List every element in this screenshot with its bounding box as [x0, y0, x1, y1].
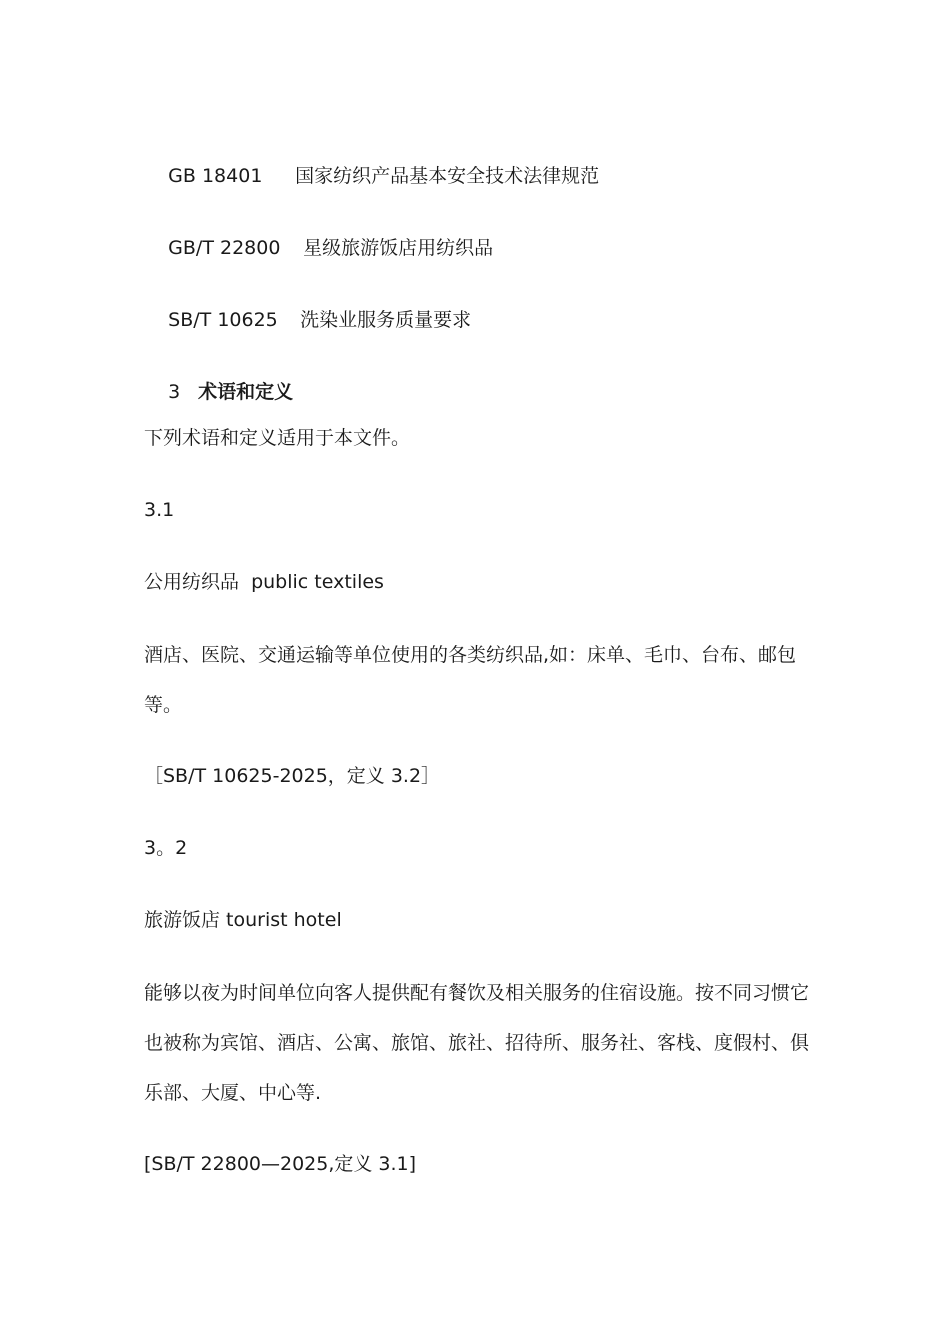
section-intro: 下列术语和定义适用于本文件。 [144, 427, 411, 449]
reference-code: GB 18401 [168, 165, 263, 187]
reference-row [144, 137, 599, 215]
reference-row [144, 281, 471, 359]
reference-code: SB/T 10625 [168, 309, 278, 331]
reference-title: 星级旅游饭店用纺织品 [303, 237, 494, 259]
term-source: ［SB/T 10625-2025，定义 3.2］ [144, 765, 441, 787]
reference-title: 洗染业服务质量要求 [300, 309, 472, 331]
section-number: 3 [168, 381, 181, 403]
section-title: 术语和定义 [198, 381, 294, 403]
reference-row [144, 209, 493, 287]
term-name: 旅游饭店 tourist hotel [144, 909, 342, 931]
reference-code: GB/T 22800 [168, 237, 281, 259]
reference-title: 国家纺织产品基本安全技术法律规范 [295, 165, 600, 187]
section-heading [144, 353, 293, 431]
term-number: 3.1 [144, 499, 175, 521]
term-definition: 酒店、医院、交通运输等单位使用的各类纺织品,如：床单、毛巾、台布、邮包等。 [144, 644, 797, 716]
term-source: [SB/T 22800—2025,定义 3.1] [144, 1153, 417, 1175]
term-number: 3。2 [144, 837, 188, 859]
term-name: 公用纺织品 public textiles [144, 571, 384, 593]
term-definition: 能够以夜为时间单位向客人提供配有餐饮及相关服务的住宿设施。按不同习惯它也被称为宾馆、酒店、公寓、旅馆、旅社、招待所、服务社、客栈、度假村、俱乐部、大厦、中心等. [144, 982, 810, 1104]
